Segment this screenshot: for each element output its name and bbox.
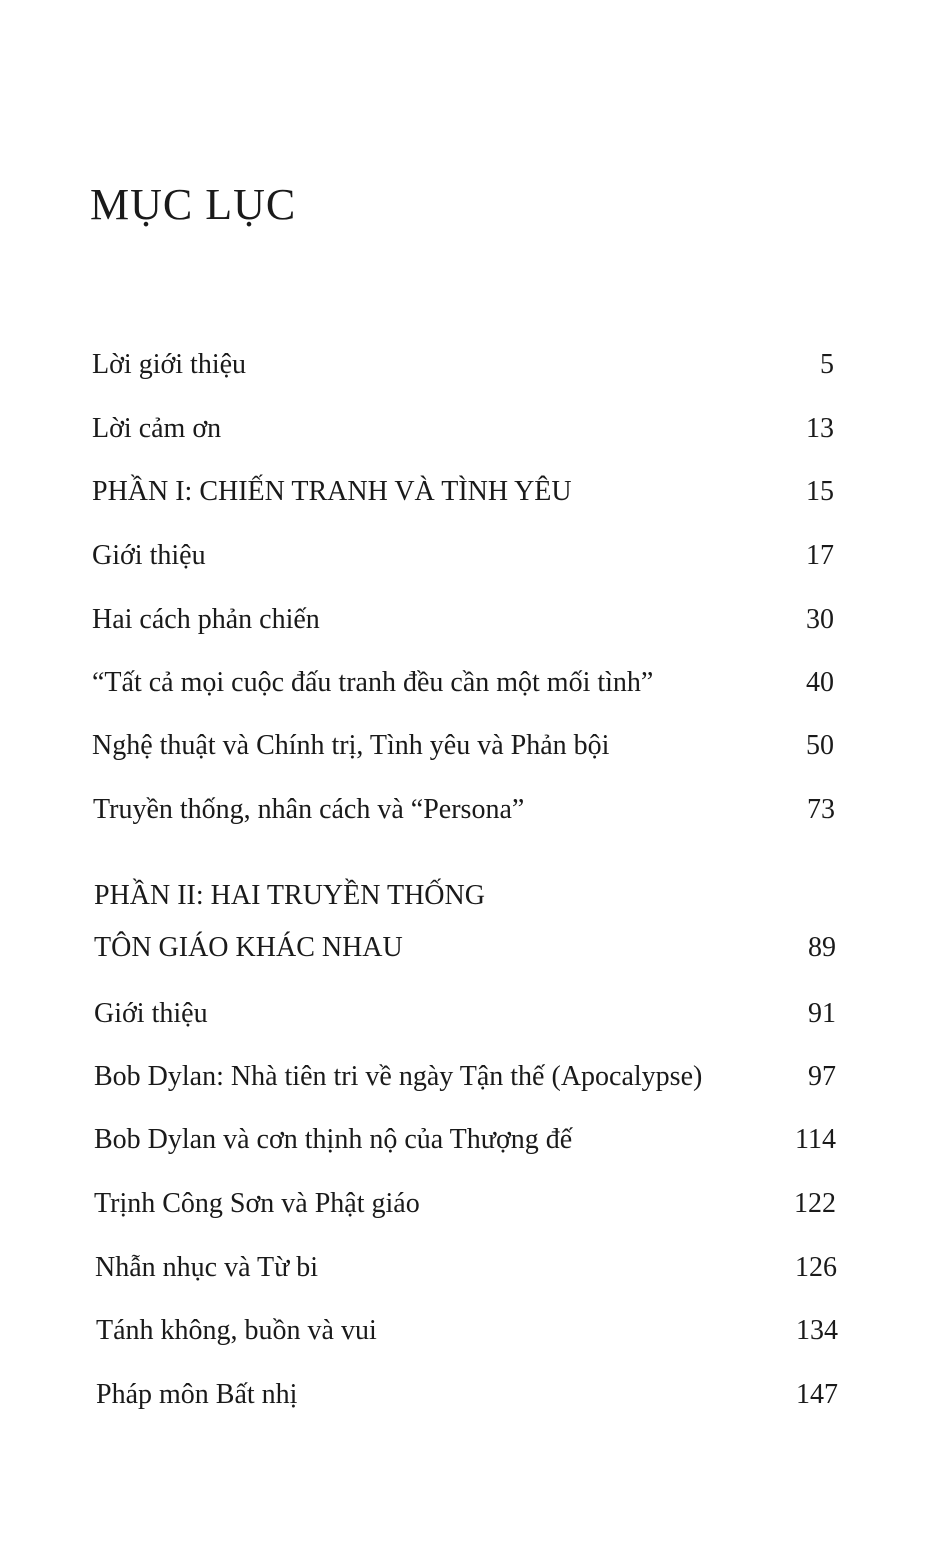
toc-entry-page: 114 [795, 1124, 836, 1155]
toc-entry [95, 1250, 837, 1286]
toc-entry-page: 40 [806, 667, 834, 698]
toc-entry-title: Giới thiệu [92, 540, 206, 571]
toc-entry [94, 996, 836, 1032]
toc-entry-title: Lời giới thiệu [92, 349, 247, 380]
toc-entry-title: Hai cách phản chiến [92, 604, 320, 635]
toc-entry-page: 13 [806, 413, 834, 444]
toc-entry-page: 15 [806, 476, 834, 507]
toc-entry-page: 126 [795, 1252, 837, 1283]
toc-entry-title: Nghệ thuật và Chính trị, Tình yêu và Phản bội [92, 730, 610, 761]
toc-entry-title: Trịnh Công Sơn và Phật giáo [94, 1188, 420, 1219]
toc-entry [92, 474, 834, 510]
toc-entry-title: Lời cảm ơn [92, 413, 222, 444]
toc-entry [92, 347, 834, 383]
toc-entry [94, 1122, 836, 1158]
toc-entry [94, 930, 836, 966]
toc-entry-page: 30 [806, 604, 834, 635]
toc-entry [93, 792, 835, 828]
part-2-heading-line-1: PHẦN II: HAI TRUYỀN THỐNG [94, 880, 485, 911]
toc-entry [94, 1186, 836, 1222]
toc-entry-page: 134 [796, 1315, 838, 1346]
toc-entry-title: “Tất cả mọi cuộc đấu tranh đều cần một mối tình” [92, 667, 654, 698]
toc-entry-title: Bob Dylan và cơn thịnh nộ của Thượng đế [94, 1124, 573, 1155]
toc-entry [92, 728, 834, 764]
toc-entry [92, 665, 834, 701]
toc-entry-title: Bob Dylan: Nhà tiên tri về ngày Tận thế (Apocalypse) [94, 1061, 703, 1092]
toc-entry-title: Nhẫn nhục và Từ bi [95, 1252, 319, 1283]
toc-entry-page: 122 [794, 1188, 836, 1219]
toc-entry [92, 411, 834, 447]
toc-entry-page: 91 [808, 998, 836, 1029]
toc-entry-page: 5 [820, 349, 834, 380]
toc-entry-page: 147 [796, 1379, 838, 1410]
toc-entry-page: 17 [806, 540, 834, 571]
toc-entry [92, 538, 834, 574]
toc-entry [96, 1313, 838, 1349]
toc-entry-title: Tánh không, buồn và vui [96, 1315, 377, 1346]
toc-entry-title: PHẦN I: CHIẾN TRANH VÀ TÌNH YÊU [92, 476, 572, 507]
toc-entry-title: TÔN GIÁO KHÁC NHAU [94, 932, 403, 963]
toc-entry-title: Truyền thống, nhân cách và “Persona” [93, 794, 525, 825]
toc-entry-title: Giới thiệu [94, 998, 208, 1029]
toc-entry-title: Pháp môn Bất nhị [96, 1379, 298, 1410]
toc-entry-page: 73 [807, 794, 835, 825]
toc-entry [92, 602, 834, 638]
toc-entry-page: 97 [808, 1061, 836, 1092]
page-title: MỤC LỤC [90, 180, 297, 229]
toc-entry [94, 1059, 836, 1095]
toc-entry-page: 50 [806, 730, 834, 761]
toc-entry-page: 89 [808, 932, 836, 963]
toc-entry [96, 1377, 838, 1413]
